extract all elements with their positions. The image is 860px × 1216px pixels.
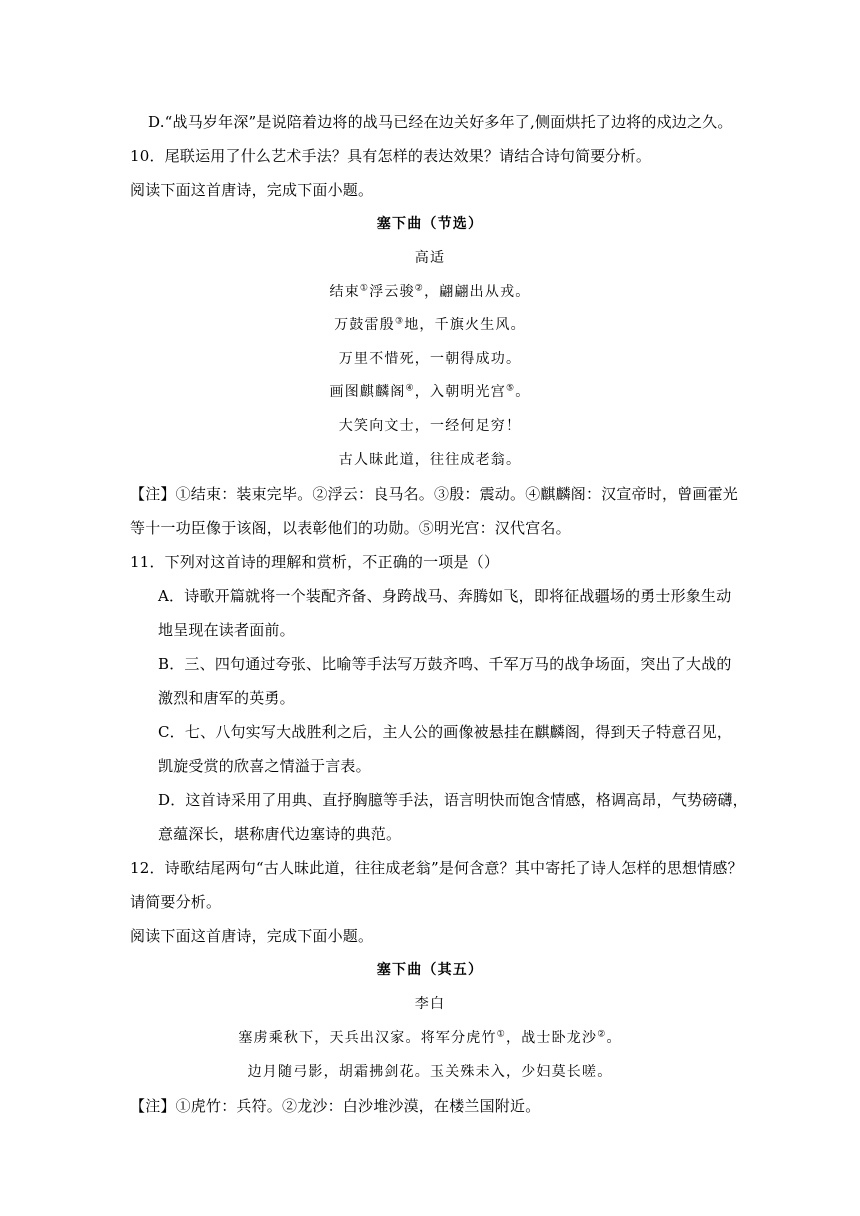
poem2-line-2: 边月随弓影，胡霜拂剑花。玉关殊未入，少妇莫长嗟。: [247, 1064, 613, 1080]
poem1-line-6: 古人昧此道，往往成老翁。: [338, 452, 522, 468]
question-12-line-2: 请简要分析。: [130, 893, 222, 911]
poem1-line-4: 画图麒麟阁④，入朝明光宫⑤。: [329, 383, 531, 400]
poem2-author: 李白: [414, 996, 446, 1012]
poem1-note-line-2: 等十一功臣像于该阁，以表彰他们的功勋。⑤明光宫：汉代宫名。: [130, 519, 571, 537]
q11-option-a-line-1: A．诗歌开篇就将一个装配齐备、身跨战马、奔腾如飞，即将征战疆场的勇士形象生动: [158, 587, 732, 605]
q9-option-d: D.“战马岁年深”是说陪着边将的战马已经在边关好多年了,侧面烘托了边将的戍边之久。: [148, 113, 733, 131]
question-12-line-1: 12．诗歌结尾两句“古人昧此道，往往成老翁”是何含意？其中寄托了诗人怎样的思想情感？: [130, 859, 743, 877]
poem2-title: 塞下曲（其五）: [376, 962, 484, 978]
question-11: 11．下列对这首诗的理解和赏析，不正确的一项是（）: [130, 553, 500, 571]
q11-option-d-line-1: D．这首诗采用了用典、直抒胸臆等手法，语言明快而饱含情感，格调高昂，气势磅礴，: [158, 791, 748, 809]
poem1-line-5: 大笑向文士，一经何足穷！: [338, 418, 522, 434]
poem2-line-1: 塞虏乘秋下，天兵出汉家。将军分虎竹①，战士卧龙沙②。: [238, 1029, 622, 1046]
q11-option-a-line-2: 地呈现在读者面前。: [158, 621, 295, 639]
q11-option-b-line-2: 激烈和唐军的英勇。: [158, 689, 295, 707]
poem2-note: 【注】①虎竹：兵符。②龙沙：白沙堆沙漠，在楼兰国附近。: [130, 1097, 541, 1115]
reading-instruction-1: 阅读下面这首唐诗，完成下面小题。: [130, 181, 374, 199]
poem1-author: 高适: [414, 250, 446, 266]
poem1-note-line-1: 【注】①结束：装束完毕。②浮云：良马名。③殷：震动。④麒麟阁：汉宣帝时，曾画霍光: [130, 485, 739, 503]
poem1-line-3: 万里不惜死，一朝得成功。: [338, 351, 522, 367]
poem1-title: 塞下曲（节选）: [376, 216, 484, 232]
question-10: 10．尾联运用了什么艺术手法？具有怎样的表达效果？请结合诗句简要分析。: [130, 147, 652, 165]
poem1-line-2: 万鼓雷殷③地，千旗火生风。: [334, 316, 526, 333]
q11-option-b-line-1: B．三、四句通过夸张、比喻等手法写万鼓齐鸣、千军万马的战争场面，突出了大战的: [158, 655, 732, 673]
q11-option-c-line-1: C．七、八句实写大战胜利之后，主人公的画像被悬挂在麒麟阁，得到天子特意召见，: [158, 723, 733, 741]
q11-option-d-line-2: 意蕴深长，堪称唐代边塞诗的典范。: [158, 825, 402, 843]
reading-instruction-2: 阅读下面这首唐诗，完成下面小题。: [130, 927, 374, 945]
poem1-line-1: 结束①浮云骏②，翩翩出从戎。: [329, 283, 531, 300]
q11-option-c-line-2: 凯旋受赏的欣喜之情溢于言表。: [158, 757, 371, 775]
